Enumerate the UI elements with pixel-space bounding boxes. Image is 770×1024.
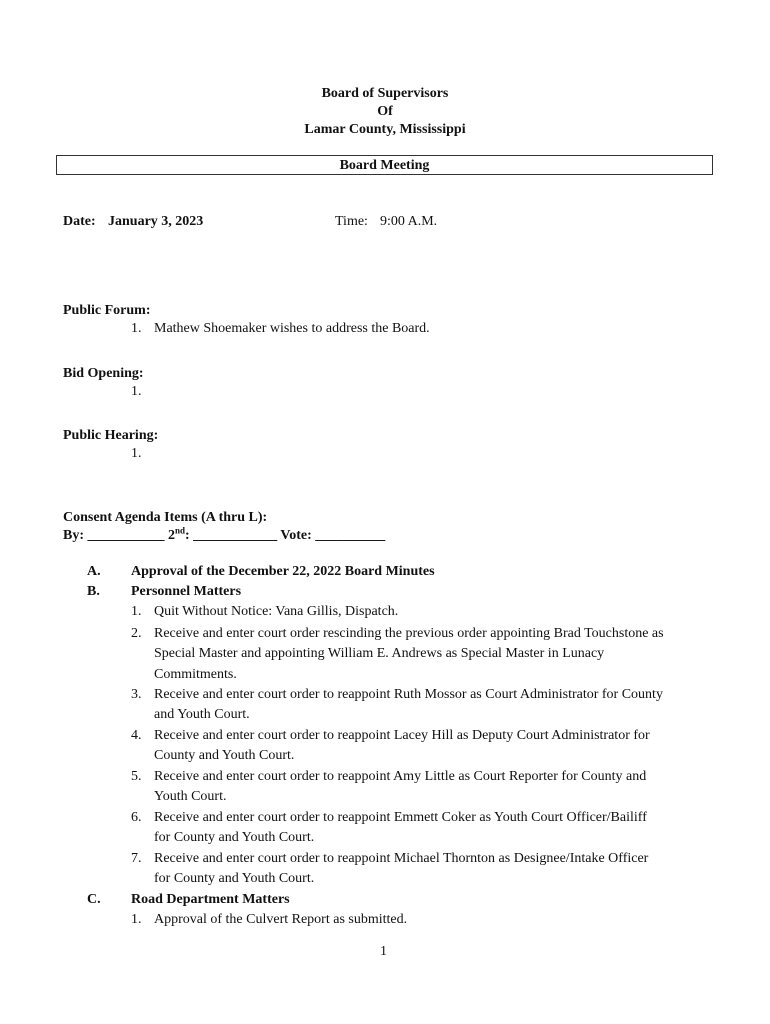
list-item-number: 3. bbox=[131, 687, 142, 702]
list-item-text: Youth Court. bbox=[154, 789, 227, 804]
list-item-text: for County and Youth Court. bbox=[154, 830, 315, 845]
list-item-text: for County and Youth Court. bbox=[154, 871, 315, 886]
section-title: Personnel Matters bbox=[131, 584, 242, 599]
date-value: January 3, 2023 bbox=[108, 214, 204, 229]
public-hearing-item-number: 1. bbox=[131, 446, 142, 461]
list-item-number: 1. bbox=[131, 604, 142, 619]
list-item-text: Receive and enter court order to reappoint Amy Little as Court Reporter for County and bbox=[154, 769, 647, 784]
consent-vote-label: : ____________ Vote: __________ bbox=[185, 528, 386, 543]
header-title: Board of Supervisors bbox=[321, 86, 449, 101]
list-item-number: 2. bbox=[131, 626, 142, 641]
header-county: Lamar County, Mississippi bbox=[304, 122, 466, 137]
header-of: Of bbox=[377, 104, 393, 119]
consent-motion-line bbox=[63, 525, 386, 544]
section-title: Approval of the December 22, 2022 Board Minutes bbox=[131, 564, 435, 579]
list-item-text: Quit Without Notice: Vana Gillis, Dispatch. bbox=[154, 604, 399, 619]
list-item-number: 1. bbox=[131, 912, 142, 927]
list-item-text: Receive and enter court order to reappoint Ruth Mossor as Court Administrator for County bbox=[154, 687, 663, 702]
section-title: Road Department Matters bbox=[131, 892, 290, 907]
bid-opening-heading: Bid Opening: bbox=[63, 366, 144, 381]
list-item-text: Special Master and appointing William E. Andrews as Special Master in Lunacy bbox=[154, 646, 605, 661]
list-item-text: Receive and enter court order rescinding the previous order appointing Brad Touchstone as bbox=[154, 626, 664, 641]
meeting-type-box: Board Meeting bbox=[56, 155, 713, 175]
time-label: Time: bbox=[335, 214, 368, 229]
section-letter: C. bbox=[87, 892, 101, 907]
section-letter: A. bbox=[87, 564, 101, 579]
section-letter: B. bbox=[87, 584, 100, 599]
public-forum-item-text: Mathew Shoemaker wishes to address the Board. bbox=[154, 321, 430, 336]
public-forum-item-number: 1. bbox=[131, 321, 142, 336]
list-item-text: Commitments. bbox=[154, 667, 237, 682]
public-hearing-heading: Public Hearing: bbox=[63, 428, 159, 443]
list-item-text: Receive and enter court order to reappoint Emmett Coker as Youth Court Officer/Bailiff bbox=[154, 810, 647, 825]
bid-opening-item-number: 1. bbox=[131, 384, 142, 399]
list-item-text: Receive and enter court order to reappoint Michael Thornton as Designee/Intake Officer bbox=[154, 851, 649, 866]
time-value: 9:00 A.M. bbox=[380, 214, 438, 229]
list-item-text: Approval of the Culvert Report as submitted. bbox=[154, 912, 408, 927]
list-item-number: 6. bbox=[131, 810, 142, 825]
list-item-number: 4. bbox=[131, 728, 142, 743]
public-forum-heading: Public Forum: bbox=[63, 303, 151, 318]
list-item-number: 7. bbox=[131, 851, 142, 866]
list-item-text: Receive and enter court order to reappoint Lacey Hill as Deputy Court Administrator for bbox=[154, 728, 650, 743]
consent-second-superscript: nd bbox=[175, 525, 186, 536]
list-item-text: and Youth Court. bbox=[154, 707, 250, 722]
consent-agenda-heading: Consent Agenda Items (A thru L): bbox=[63, 510, 268, 525]
list-item-text: County and Youth Court. bbox=[154, 748, 295, 763]
list-item-number: 5. bbox=[131, 769, 142, 784]
consent-by-label: By: ___________ 2 bbox=[63, 528, 175, 543]
date-label: Date: bbox=[63, 214, 96, 229]
page-number: 1 bbox=[380, 944, 387, 959]
